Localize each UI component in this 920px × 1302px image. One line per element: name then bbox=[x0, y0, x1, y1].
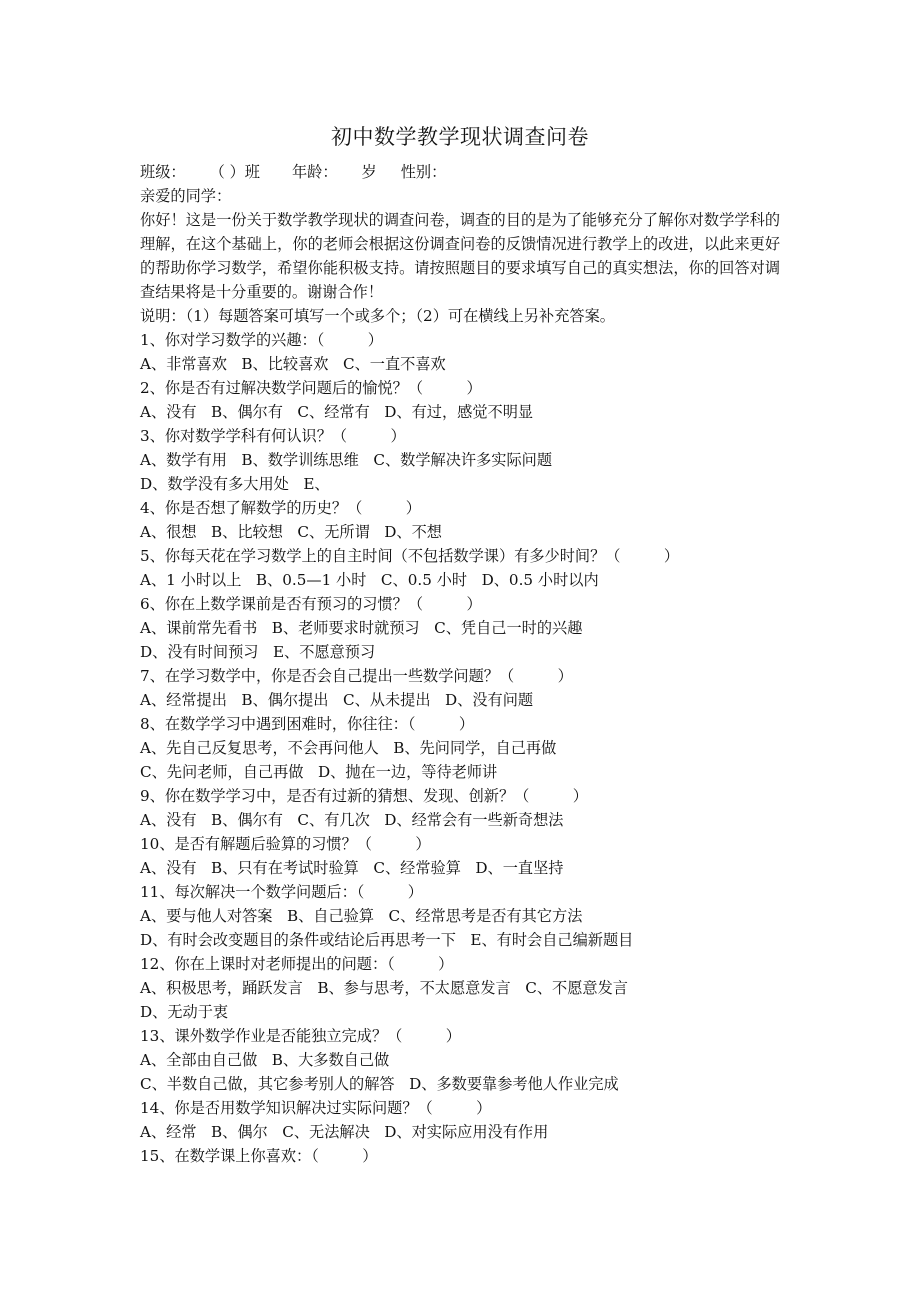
survey-content bbox=[140, 160, 780, 1168]
answer-line: D、没有时间预习 E、不愿意预习 bbox=[140, 643, 376, 661]
student-info-line bbox=[140, 160, 780, 184]
question-list bbox=[140, 328, 780, 1168]
answer-line: A、数学有用 B、数学训练思维 C、数学解决许多实际问题 bbox=[140, 451, 553, 469]
question-line: 7、在学习数学中，你是否会自己提出一些数学问题？（ ） bbox=[140, 667, 573, 685]
question-line: 15、在数学课上你喜欢：（ ） bbox=[140, 1147, 378, 1165]
question-line: 12、你在上课时对老师提出的问题：（ ） bbox=[140, 955, 454, 973]
question-line: 3、你对数学学科有何认识？（ ） bbox=[140, 427, 406, 445]
answer-line: A、非常喜欢 B、比较喜欢 C、一直不喜欢 bbox=[140, 355, 446, 373]
greeting: 亲爱的同学： bbox=[140, 187, 232, 205]
question-line: 2、你是否有过解决数学问题后的愉悦？（ ） bbox=[140, 379, 482, 397]
page-title: 初中数学教学现状调查问卷 bbox=[331, 125, 589, 149]
question-line: 11、每次解决一个数学问题后：（ ） bbox=[140, 883, 423, 901]
answer-line: A、1 小时以上 B、0.5—1 小时 C、0.5 小时 D、0.5 小时以内 bbox=[140, 571, 599, 589]
class-label: 班级： bbox=[140, 163, 186, 181]
question-line: 10、是否有解题后验算的习惯？（ ） bbox=[140, 835, 431, 853]
answer-line: A、先自己反复思考，不会再问他人 B、先问同学，自己再做 bbox=[140, 739, 557, 757]
question-line: 5、你每天花在学习数学上的自主时间（不包括数学课）有多少时间？（ ） bbox=[140, 547, 680, 565]
gender-label: 性别： bbox=[400, 163, 447, 181]
answer-line: A、全部由自己做 B、大多数自己做 bbox=[140, 1051, 390, 1069]
question-line: 8、在数学学习中遇到困难时，你往往：（ ） bbox=[140, 715, 475, 733]
answer-line: C、先问老师，自己再做 D、抛在一边，等待老师讲 bbox=[140, 763, 498, 781]
question-line: 9、你在数学学习中，是否有过新的猜想、发现、创新？（ ） bbox=[140, 787, 588, 805]
age-label: 年龄： bbox=[291, 163, 338, 181]
question-line: 1、你对学习数学的兴趣：（ ） bbox=[140, 331, 383, 349]
instructions: 说明：（1）每题答案可填写一个或多个；（2）可在横线上另补充答案。 bbox=[140, 307, 615, 325]
answer-line: A、经常提出 B、偶尔提出 C、从未提出 D、没有问题 bbox=[140, 691, 534, 709]
question-line: 13、课外数学作业是否能独立完成？（ ） bbox=[140, 1027, 461, 1045]
question-line: 14、你是否用数学知识解决过实际问题？（ ） bbox=[140, 1099, 492, 1117]
question-line: 6、你在上数学课前是否有预习的习惯？（ ） bbox=[140, 595, 482, 613]
answer-line: A、没有 B、偶尔有 C、经常有 D、有过，感觉不明显 bbox=[140, 403, 534, 421]
answer-line: D、数学没有多大用处 E、 bbox=[140, 475, 330, 493]
answer-line: A、没有 B、偶尔有 C、有几次 D、经常会有一些新奇想法 bbox=[140, 811, 564, 829]
answer-line: D、有时会改变题目的条件或结论后再思考一下 E、有时会自己编新题目 bbox=[140, 931, 634, 949]
answer-line: A、没有 B、只有在考试时验算 C、经常验算 D、一直坚持 bbox=[140, 859, 564, 877]
answer-line: A、经常 B、偶尔 C、无法解决 D、对实际应用没有作用 bbox=[140, 1123, 549, 1141]
intro-paragraph: 你好！这是一份关于数学教学现状的调查问卷，调查的目的是为了能够充分了解你对数学学科的理解，在这个基础上，你的老师会根据这份调查问卷的反馈情况进行教学上的改进，以此来更好的帮助你学习数学，希望你能积极支持。请按照题目的要求填写自己的真实想法，你的回答对调查结果将是十分重要的。谢谢合作！ bbox=[140, 211, 780, 301]
class-blank: （ ）班 bbox=[209, 163, 260, 181]
answer-line: A、课前常先看书 B、老师要求时就预习 C、凭自己一时的兴趣 bbox=[140, 619, 583, 637]
answer-line: A、很想 B、比较想 C、无所谓 D、不想 bbox=[140, 523, 442, 541]
answer-line: A、积极思考，踊跃发言 B、参与思考，不太愿意发言 C、不愿意发言 bbox=[140, 979, 628, 997]
answer-line: D、无动于衷 bbox=[140, 1003, 229, 1021]
age-unit: 岁 bbox=[361, 163, 377, 181]
answer-line: A、要与他人对答案 B、自己验算 C、经常思考是否有其它方法 bbox=[140, 907, 583, 925]
question-line: 4、你是否想了解数学的历史？（ ） bbox=[140, 499, 421, 517]
answer-line: C、半数自己做，其它参考别人的解答 D、多数要靠参考他人作业完成 bbox=[140, 1075, 619, 1093]
